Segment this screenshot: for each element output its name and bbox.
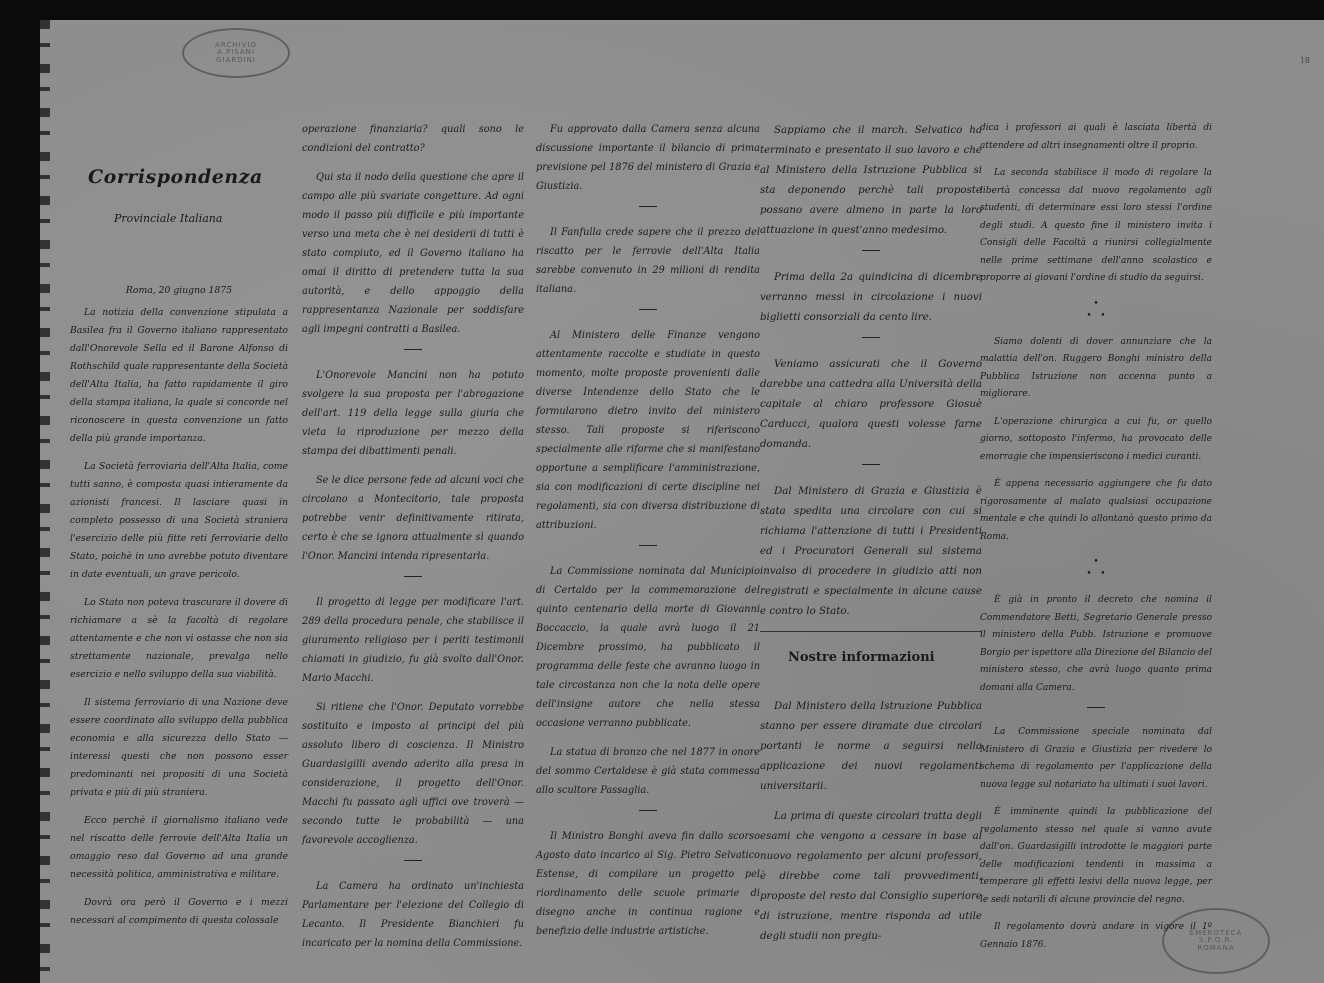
- column-1: [70, 168, 288, 940]
- article-paragraph: Sappiamo che il march. Selvatico ha terminato e presentato il suo lavoro e che al Ministero della Istruzione Pubblica si sta deponendo perchè tali proposte possano avere almeno in parte la loro attuazione in quest'anno medesimo.: [760, 124, 982, 236]
- asterism: • • •: [1086, 298, 1106, 321]
- article-paragraph: L'operazione chirurgica a cui fu, or quello giorno, sottoposto l'infermo, ha provocato delle emorragie che impensieriscono i medici curanti.: [980, 416, 1212, 462]
- column-divider: [404, 349, 422, 350]
- article-paragraph: È appena necessario aggiungere che fu dato rigorosamente al malato qualsiasi occupazione mentale e che quindi lo allontanò questo primo da Roma.: [980, 479, 1212, 542]
- stamp-line: ROMANA: [1197, 943, 1235, 952]
- section-title: Nostre informazioni: [788, 650, 935, 665]
- article-paragraph: dica i professori ai quali è lasciata libertà di attendere ad altri insegnamenti oltre il proprio.: [980, 123, 1212, 151]
- article-paragraph: La Commissione speciale nominata dal Ministero di Grazia e Giustizia per rivedere lo schema di regolamento per l'applicazione della nuova legge sul notariato ha ultimati i suoi lavori.: [980, 727, 1212, 790]
- column-divider: [639, 545, 657, 546]
- column-divider: [1087, 707, 1105, 708]
- stamp-line: A.PISANI: [217, 48, 255, 57]
- article-paragraph: Il sistema ferroviario di una Nazione deve essere coordinato allo sviluppo della pubblica economia e alla sicurezza dello Stato — interessi questi che non possono esser predominanti nei propositi di una Società privata e più di più straniera.: [70, 697, 288, 798]
- article-paragraph: Siamo dolenti di dover annunziare che la malattia dell'on. Ruggero Bonghi ministro della Pubblica Istruzione non accenna punto a migliorare.: [980, 336, 1212, 399]
- article-paragraph: Si ritiene che l'Onor. Deputato vorrebbe sostituito e imposto al principi del più assoluto libero di coscienza. Il Ministro Guardasigilli avendo aderito alla presa in considerazione, il progetto dell'Onor. Macchi fu passato agli uffici ove troverà — secondo tutte le probabilità — una favorevole accoglienza.: [302, 702, 524, 846]
- dateline: Roma, 20 giugno 1875: [125, 285, 233, 296]
- page-number: 18: [1299, 56, 1310, 65]
- article-paragraph: La Società ferroviaria dell'Alta Italia, come tutti sanno, è composta quasi intieramente da azionisti francesi. Il lasciare quasi in completo possesso di una Società straniera l'esercizio delle più fitte reti ferroviarie dello Stato, poichè in uno avrebbe potuto diventare in date eventuali, un grave pericolo.: [70, 461, 288, 580]
- column-divider: [862, 337, 880, 338]
- article-paragraph: Il progetto di legge per modificare l'art. 289 della procedura penale, che stabilisce il giuramento religioso per i periti testimonii chiamati in giudizio, fu già svolto dall'Onor. Mario Macchi.: [302, 597, 524, 684]
- article-paragraph: Dal Ministero della Istruzione Pubblica stanno per essere diramate due circolari portanti le norme a seguirsi nella applicazione dei nuovi regolamenti universitarii.: [760, 700, 982, 792]
- section-rule: [760, 631, 982, 632]
- column-divider: [639, 309, 657, 310]
- asterism: • • •: [1086, 557, 1106, 579]
- article-paragraph: L'Onorevole Mancini non ha potuto svolgere la sua proposta per l'abrogazione dell'art. 119 della legge sulla giuria che vieta la riproduzione per mezzo della stampa dei dibattimenti penali.: [302, 370, 524, 457]
- article-paragraph: Dal Ministero di Grazia e Giustizia è stata spedita una circolare con cui si richiama l'attenzione di tutti i Presidenti ed i Procuratori Generali sul sistema invalso di procedere in giudizio atti non registrati e specialmente in alcune cause e contro lo Stato.: [760, 485, 982, 617]
- article-paragraph: Il Fanfulla crede sapere che il prezzo del riscatto per le ferrovie dell'Alta Italia sarebbe convenuto in 29 milioni di rendita italiana.: [536, 227, 760, 295]
- masthead-subtitle: Provinciale Italiana: [114, 212, 223, 225]
- column-3: [536, 120, 760, 951]
- article-paragraph: La Camera ha ordinato un'inchiesta Parlamentare per l'elezione del Collegio di Lecanto. Il Presidente Bianchieri fu incaricato per la nomina della Commissione.: [302, 881, 524, 949]
- article-paragraph: È imminente quindi la pubblicazione del regolamento stesso nel quale si vanno avute dall'on. Guardasigilli introdotte le maggiori parte delle modificazioni tendenti in massima a temperare gli effetti lesivi della nuova legge, per le sedi notarili di alcune provincie del regno.: [980, 807, 1212, 905]
- column-divider: [404, 860, 422, 861]
- article-paragraph: Al Ministero delle Finanze vengono attentamente raccolte e studiate in questo momento, molte proposte provenienti dalle diverse Intendenze dello Stato che le formularono dietro invito del ministero stesso. Tali proposte si riferiscono specialmente alle riforme che si manifestano opportune a semplificare l'amministrazione, sia con modificazioni di certe discipline nei regolamenti, sia con diversa distribuzione di attribuzioni.: [536, 330, 760, 531]
- article-paragraph: Qui sta il nodo della questione che apre il campo alle più svariate congetture. Ad ogni modo il passo più difficile e più importante verso una meta che è nei desiderii di tutti è stato compiuto, ed il Governo italiano ha omai il diritto di pretendere tutta la sua autorità, e dello appoggio della rappresentanza Nazionale per soddisfare agli impegni contratti a Basilea.: [302, 172, 524, 335]
- article-paragraph: La prima di queste circolari tratta degli esami che vengono a cessare in base al nuovo regolamento per alcuni professori, è direbbe come tali provvedimenti, proposte del resto dal Consiglio superiore di istruzione, mentre risponda ad utile degli studii non pregiu-: [760, 810, 982, 942]
- article-paragraph: La seconda stabilisce il modo di regolare la libertà concessa dal nuovo regolamento agli studenti, di determinare essi loro stessi l'ordine degli studi. A questo fine il ministero invita i Consigli delle Facoltà a riunirsi collegialmente nelle prime settimane dell'anno scolastico e proporre ai giovani l'ordine di studio da seguirsi.: [980, 168, 1212, 283]
- article-paragraph: Dovrà ora però il Governo e i mezzi necessari al compimento di questa colossale: [70, 897, 288, 926]
- article-paragraph: La statua di bronzo che nel 1877 in onore del sommo Certaldese è già stata commessa allo scultore Passaglia.: [536, 747, 760, 796]
- article-paragraph: Veniamo assicurati che il Governo darebbe una cattedra alla Università della capitale al chiaro professore Giosuè Carducci, qualora questi volesse farne domanda.: [760, 358, 982, 450]
- article-paragraph: Ecco perchè il giornalismo italiano vede nel riscatto delle ferrovie dell'Alta Italia un omaggio reso dal Governo ad una grande necessità politica, amministrativa e militare.: [70, 815, 288, 880]
- article-paragraph: La Commissione nominata dal Municipio di Certaldo per la commemorazione del quinto centenario della morte di Giovanni Boccaccio, la quale avrà luogo il 21 Dicembre prossimo, ha pubblicato il programma delle feste che avranno luogo in tale circostanza non che la nota delle opere dell'insigne autore che nella stessa occasione verranno pubblicate.: [536, 566, 760, 729]
- stamp-line: S.P.Q.R.: [1198, 936, 1234, 945]
- article-paragraph: operazione finanziaria? quali sono le condizioni del contratto?: [302, 124, 524, 154]
- stamp-line: ARCHIVIO: [215, 40, 257, 49]
- column-divider: [862, 250, 880, 251]
- article-paragraph: Fu approvato dalla Camera senza alcuna discussione importante il bilancio di prima previsione pel 1876 del ministero di Grazia e Giustizia.: [536, 124, 760, 192]
- archive-stamp-top: [182, 28, 290, 78]
- column-divider: [639, 810, 657, 811]
- column-4: [760, 120, 982, 956]
- article-paragraph: Il Ministro Bonghi aveva fin dallo scorso Agosto dato incarico al Sig. Pietro Selvatico Estense, di compilare un progetto pel riordinamento delle scuole primarie di disegno anche in continua ragione e benefizio delle industrie artistiche.: [536, 831, 760, 937]
- article-paragraph: Prima della 2a quindicina di dicembre verranno messi in circolazione i nuovi biglietti consorziali da cento lire.: [760, 271, 982, 323]
- newspaper-sheet: [40, 20, 1324, 983]
- article-paragraph: Se le dice persone fede ad alcuni voci che circolano a Montecitorio, tale proposta potrebbe venir definitivamente ritirata, certo è che se ignora attualmente sì quando l'Onor. Mancini intenda ripresentarla.: [302, 475, 524, 562]
- column-divider: [862, 464, 880, 465]
- masthead-title: Corrispondenza: [88, 166, 263, 188]
- stamp-line: GIARDINI: [216, 55, 256, 64]
- column-divider: [639, 206, 657, 207]
- article-paragraph: Il regolamento dovrà andare in vigore il 1º Gennaio 1876.: [980, 922, 1212, 950]
- article-paragraph: È già in pronto il decreto che nomina il Commendatore Betti, Segretario Generale presso il ministero della Pubb. Istruzione e promuove Borgio per ispettore alla Direzione del Bilancio del ministero stesso, che avrà luogo quanto prima domani alla Camera.: [980, 595, 1212, 693]
- column-divider: [404, 576, 422, 577]
- article-paragraph: La notizia della convenzione stipulata a Basilea fra il Governo italiano rappresentato dall'Onorevole Sella ed il Barone Alfonso di Rothschild quale rappresentante della Società dell'Alta Italia, ha fatto rapidamente il giro della stampa italiana, la quale si concorde nel riconoscere in questa convenzione un fatto della più grande importanza.: [70, 307, 288, 444]
- column-2: [302, 120, 524, 963]
- stamp-line: EMEROTECA: [1189, 928, 1243, 937]
- column-5: [980, 120, 1212, 964]
- article-paragraph: Lo Stato non poteva trascurare il dovere di richiamare a sè la facoltà di regolare attentamente e che non vi ostasse che non sia strettamente nazionale, prevalga nello esercizio e nello sviluppo della sua viabilità.: [70, 597, 288, 680]
